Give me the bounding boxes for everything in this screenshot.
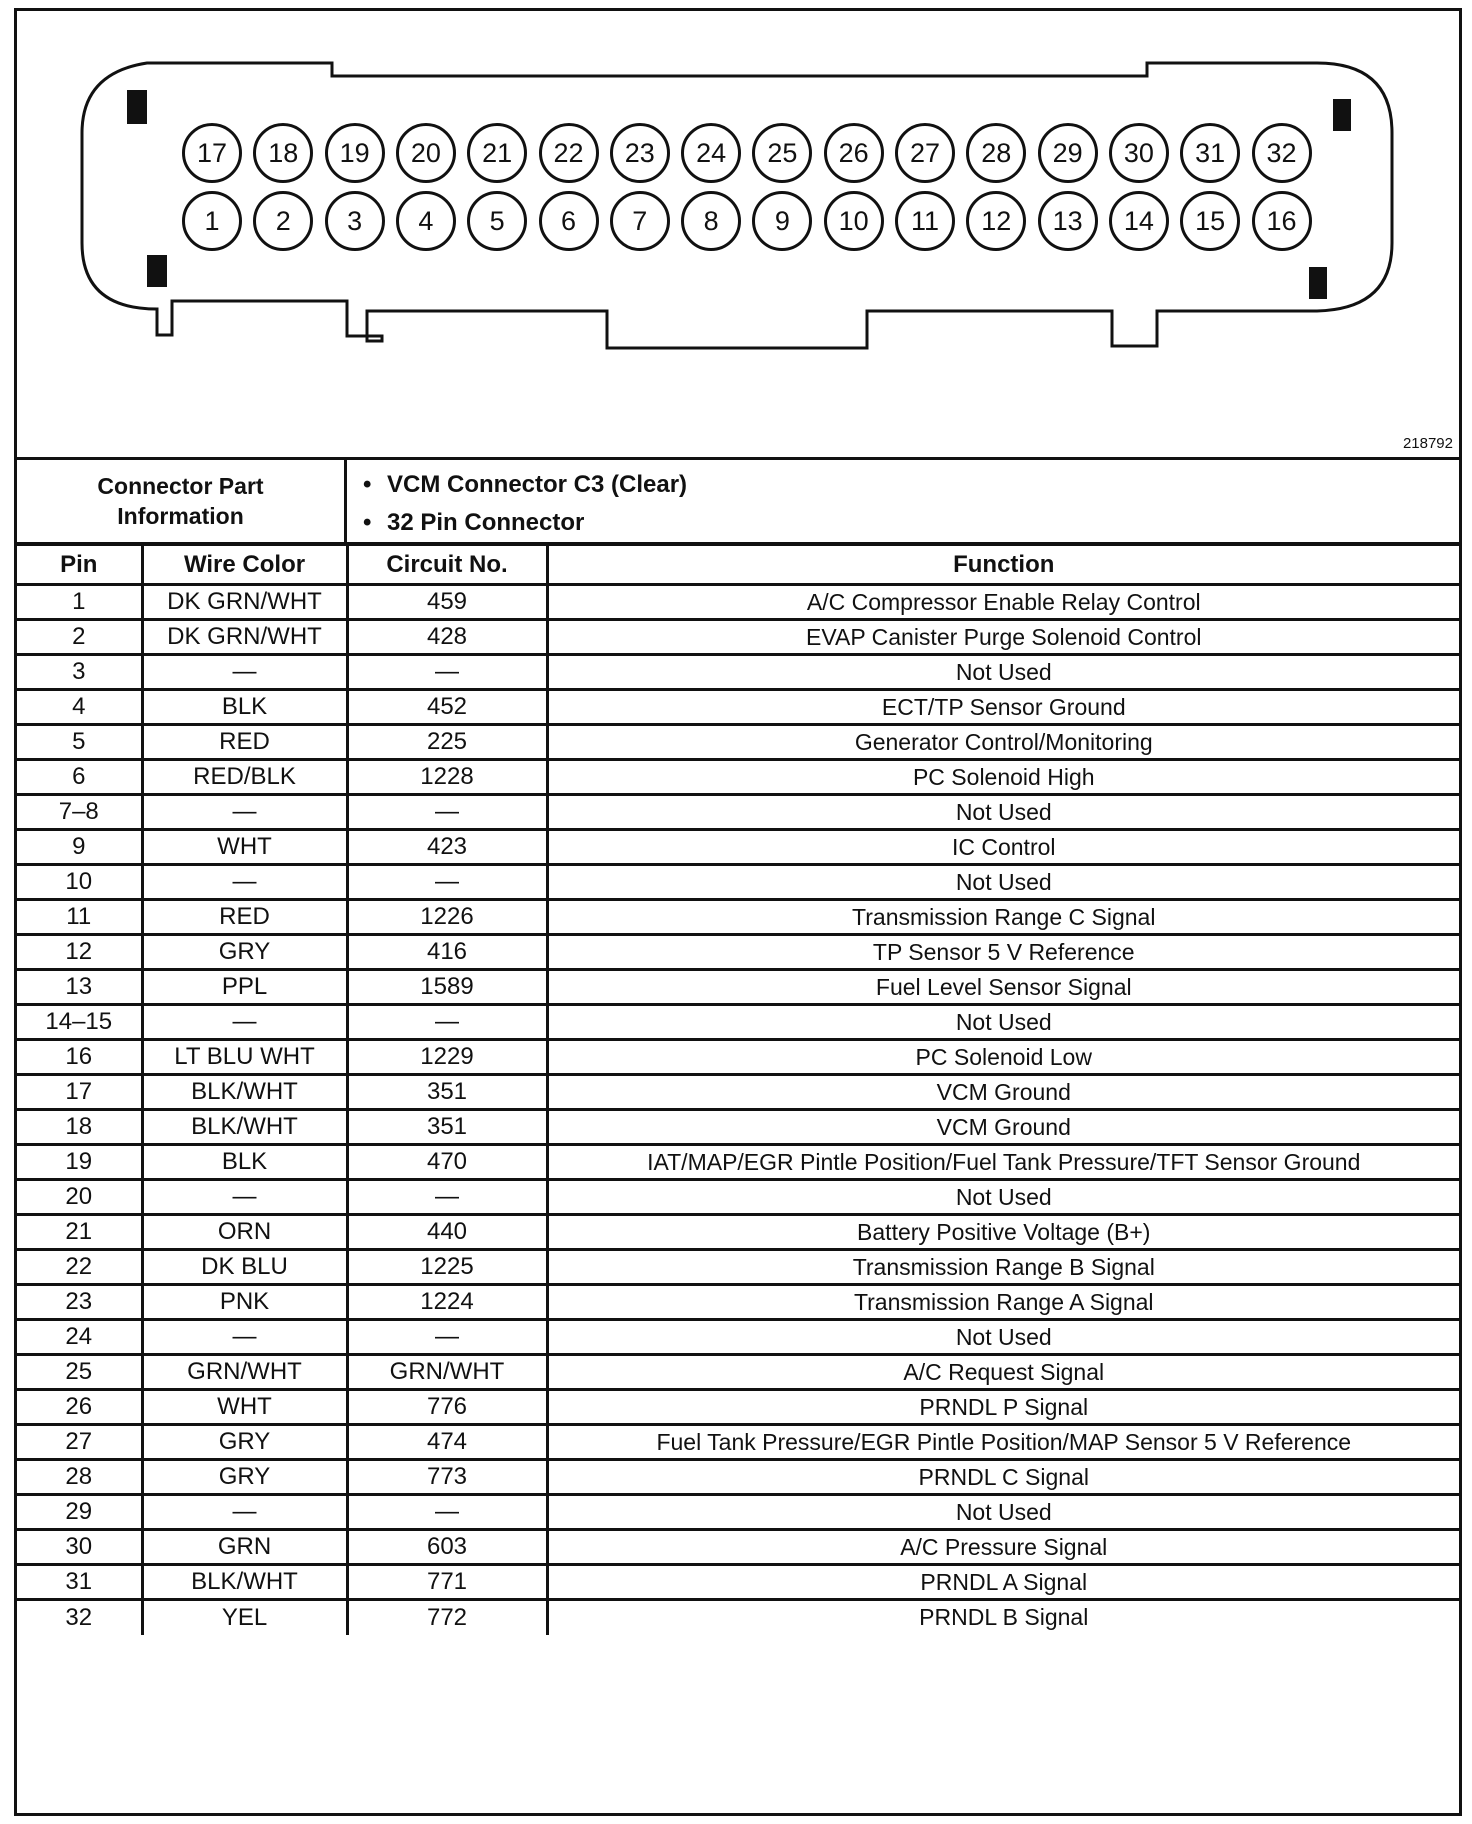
table-row xyxy=(17,585,1459,620)
table-row xyxy=(17,1075,1459,1110)
table-row xyxy=(17,655,1459,690)
cell-wire-color: BLK/WHT xyxy=(142,1110,347,1145)
cell-pin: 20 xyxy=(17,1180,142,1215)
cell-wire-color: BLK xyxy=(142,1145,347,1180)
table-row xyxy=(17,1005,1459,1040)
cell-wire-color: — xyxy=(142,1005,347,1040)
table-header-row xyxy=(17,545,1459,585)
cell-wire-color: GRY xyxy=(142,935,347,970)
cell-pin: 30 xyxy=(17,1530,142,1565)
header-wire-color: Wire Color xyxy=(142,545,347,585)
connector-pin: 10 xyxy=(824,191,884,251)
cell-function: IC Control xyxy=(547,830,1459,865)
table-row xyxy=(17,1600,1459,1635)
connector-pin: 7 xyxy=(610,191,670,251)
cell-function: IAT/MAP/EGR Pintle Position/Fuel Tank Pressure/TFT Sensor Ground xyxy=(547,1145,1459,1180)
cell-circuit-no: 440 xyxy=(347,1215,547,1250)
connector-diagram xyxy=(17,11,1459,460)
table-row xyxy=(17,795,1459,830)
cell-wire-color: — xyxy=(142,1495,347,1530)
cell-pin: 5 xyxy=(17,725,142,760)
cell-wire-color: — xyxy=(142,795,347,830)
cell-circuit-no: 1226 xyxy=(347,900,547,935)
pinout-table xyxy=(17,543,1459,1635)
cell-function: A/C Request Signal xyxy=(547,1355,1459,1390)
cell-wire-color: YEL xyxy=(142,1600,347,1635)
cell-wire-color: BLK/WHT xyxy=(142,1565,347,1600)
cell-pin: 4 xyxy=(17,690,142,725)
table-row xyxy=(17,830,1459,865)
cell-pin: 3 xyxy=(17,655,142,690)
cell-circuit-no: — xyxy=(347,1180,547,1215)
header-function: Function xyxy=(547,545,1459,585)
connector-pin: 27 xyxy=(895,123,955,183)
table-row xyxy=(17,1180,1459,1215)
connector-pin: 15 xyxy=(1180,191,1240,251)
cell-pin: 11 xyxy=(17,900,142,935)
cell-circuit-no: 428 xyxy=(347,620,547,655)
connector-pin: 14 xyxy=(1109,191,1169,251)
info-bullet: • VCM Connector C3 (Clear) xyxy=(363,466,687,504)
connector-pin: 25 xyxy=(752,123,812,183)
cell-pin: 19 xyxy=(17,1145,142,1180)
cell-pin: 16 xyxy=(17,1040,142,1075)
cell-pin: 10 xyxy=(17,865,142,900)
connector-pin: 1 xyxy=(182,191,242,251)
cell-pin: 25 xyxy=(17,1355,142,1390)
cell-function: PRNDL C Signal xyxy=(547,1460,1459,1495)
info-label-line2: Information xyxy=(117,503,244,529)
table-row xyxy=(17,1250,1459,1285)
cell-pin: 2 xyxy=(17,620,142,655)
cell-circuit-no: 1589 xyxy=(347,970,547,1005)
header-circuit-no: Circuit No. xyxy=(347,545,547,585)
connector-pin: 6 xyxy=(539,191,599,251)
table-row xyxy=(17,935,1459,970)
cell-pin: 22 xyxy=(17,1250,142,1285)
connector-info-bullets xyxy=(363,466,687,542)
cell-wire-color: — xyxy=(142,1180,347,1215)
cell-function: Generator Control/Monitoring xyxy=(547,725,1459,760)
connector-pin: 2 xyxy=(253,191,313,251)
connector-pin: 4 xyxy=(396,191,456,251)
table-row xyxy=(17,1040,1459,1075)
connector-pin: 31 xyxy=(1180,123,1240,183)
figure-number: 218792 xyxy=(1402,435,1453,452)
cell-circuit-no: 351 xyxy=(347,1075,547,1110)
cell-wire-color: PPL xyxy=(142,970,347,1005)
cell-wire-color: WHT xyxy=(142,1390,347,1425)
connector-pin: 9 xyxy=(752,191,812,251)
table-row xyxy=(17,865,1459,900)
table-row xyxy=(17,1390,1459,1425)
cell-function: PRNDL P Signal xyxy=(547,1390,1459,1425)
cell-circuit-no: — xyxy=(347,1495,547,1530)
cell-circuit-no: — xyxy=(347,795,547,830)
table-row xyxy=(17,1565,1459,1600)
cell-circuit-no: 459 xyxy=(347,585,547,620)
table-row xyxy=(17,760,1459,795)
cell-wire-color: — xyxy=(142,1320,347,1355)
cell-function: Not Used xyxy=(547,795,1459,830)
cell-circuit-no: 225 xyxy=(347,725,547,760)
connector-pin: 13 xyxy=(1038,191,1098,251)
cell-pin: 31 xyxy=(17,1565,142,1600)
connector-pin: 18 xyxy=(253,123,313,183)
cell-pin: 26 xyxy=(17,1390,142,1425)
connector-pin: 12 xyxy=(966,191,1026,251)
cell-circuit-no: 416 xyxy=(347,935,547,970)
connector-pin: 19 xyxy=(325,123,385,183)
cell-wire-color: ORN xyxy=(142,1215,347,1250)
cell-function: PC Solenoid High xyxy=(547,760,1459,795)
cell-function: PRNDL A Signal xyxy=(547,1565,1459,1600)
table-row xyxy=(17,1425,1459,1460)
cell-pin: 1 xyxy=(17,585,142,620)
connector-pin: 20 xyxy=(396,123,456,183)
cell-function: PC Solenoid Low xyxy=(547,1040,1459,1075)
cell-pin: 23 xyxy=(17,1285,142,1320)
cell-circuit-no: — xyxy=(347,655,547,690)
cell-function: Transmission Range B Signal xyxy=(547,1250,1459,1285)
cell-wire-color: WHT xyxy=(142,830,347,865)
cell-wire-color: BLK xyxy=(142,690,347,725)
cell-pin: 12 xyxy=(17,935,142,970)
cell-function: Not Used xyxy=(547,1495,1459,1530)
table-row xyxy=(17,1530,1459,1565)
cell-pin: 29 xyxy=(17,1495,142,1530)
cell-pin: 7–8 xyxy=(17,795,142,830)
connector-pin: 29 xyxy=(1038,123,1098,183)
table-row xyxy=(17,1355,1459,1390)
cell-function: Battery Positive Voltage (B+) xyxy=(547,1215,1459,1250)
info-bullet: • 32 Pin Connector xyxy=(363,504,687,542)
cell-function: Not Used xyxy=(547,865,1459,900)
connector-info-label xyxy=(17,460,347,542)
cell-function: Not Used xyxy=(547,655,1459,690)
cell-circuit-no: 1228 xyxy=(347,760,547,795)
cell-wire-color: PNK xyxy=(142,1285,347,1320)
cell-function: Transmission Range A Signal xyxy=(547,1285,1459,1320)
cell-circuit-no: — xyxy=(347,1320,547,1355)
cell-wire-color: RED xyxy=(142,725,347,760)
table-row xyxy=(17,1320,1459,1355)
cell-pin: 32 xyxy=(17,1600,142,1635)
connector-pin: 32 xyxy=(1252,123,1312,183)
table-row xyxy=(17,1285,1459,1320)
cell-wire-color: DK GRN/WHT xyxy=(142,620,347,655)
cell-function: Fuel Tank Pressure/EGR Pintle Position/MAP Sensor 5 V Reference xyxy=(547,1425,1459,1460)
cell-function: VCM Ground xyxy=(547,1110,1459,1145)
connector-pin: 16 xyxy=(1252,191,1312,251)
cell-circuit-no: 776 xyxy=(347,1390,547,1425)
table-row xyxy=(17,1215,1459,1250)
connector-pin: 11 xyxy=(895,191,955,251)
cell-pin: 28 xyxy=(17,1460,142,1495)
cell-pin: 17 xyxy=(17,1075,142,1110)
cell-wire-color: DK BLU xyxy=(142,1250,347,1285)
cell-circuit-no: 351 xyxy=(347,1110,547,1145)
cell-pin: 21 xyxy=(17,1215,142,1250)
cell-circuit-no: — xyxy=(347,865,547,900)
cell-wire-color: BLK/WHT xyxy=(142,1075,347,1110)
table-row xyxy=(17,970,1459,1005)
cell-circuit-no: 603 xyxy=(347,1530,547,1565)
cell-function: Fuel Level Sensor Signal xyxy=(547,970,1459,1005)
cell-circuit-no: GRN/WHT xyxy=(347,1355,547,1390)
pinout-table-body xyxy=(17,585,1459,1635)
cell-wire-color: GRY xyxy=(142,1460,347,1495)
cell-wire-color: — xyxy=(142,655,347,690)
cell-circuit-no: 773 xyxy=(347,1460,547,1495)
cell-circuit-no: 1229 xyxy=(347,1040,547,1075)
cell-function: ECT/TP Sensor Ground xyxy=(547,690,1459,725)
cell-function: PRNDL B Signal xyxy=(547,1600,1459,1635)
cell-function: A/C Compressor Enable Relay Control xyxy=(547,585,1459,620)
table-row xyxy=(17,900,1459,935)
cell-wire-color: — xyxy=(142,865,347,900)
cell-wire-color: RED/BLK xyxy=(142,760,347,795)
connector-pin: 26 xyxy=(824,123,884,183)
header-pin: Pin xyxy=(17,545,142,585)
cell-wire-color: RED xyxy=(142,900,347,935)
cell-wire-color: GRY xyxy=(142,1425,347,1460)
table-row xyxy=(17,725,1459,760)
table-row xyxy=(17,1495,1459,1530)
cell-function: A/C Pressure Signal xyxy=(547,1530,1459,1565)
table-row xyxy=(17,620,1459,655)
connector-pin: 8 xyxy=(681,191,741,251)
cell-pin: 18 xyxy=(17,1110,142,1145)
cell-function: TP Sensor 5 V Reference xyxy=(547,935,1459,970)
cell-wire-color: DK GRN/WHT xyxy=(142,585,347,620)
table-row xyxy=(17,1460,1459,1495)
table-row xyxy=(17,1145,1459,1180)
cell-circuit-no: 470 xyxy=(347,1145,547,1180)
cell-circuit-no: 452 xyxy=(347,690,547,725)
cell-circuit-no: 1225 xyxy=(347,1250,547,1285)
connector-pin: 30 xyxy=(1109,123,1169,183)
connector-part-info xyxy=(17,460,1459,545)
cell-circuit-no: 474 xyxy=(347,1425,547,1460)
cell-pin: 24 xyxy=(17,1320,142,1355)
cell-circuit-no: 772 xyxy=(347,1600,547,1635)
cell-function: Transmission Range C Signal xyxy=(547,900,1459,935)
cell-function: EVAP Canister Purge Solenoid Control xyxy=(547,620,1459,655)
cell-circuit-no: 1224 xyxy=(347,1285,547,1320)
cell-pin: 6 xyxy=(17,760,142,795)
connector-pin: 5 xyxy=(467,191,527,251)
connector-pin: 17 xyxy=(182,123,242,183)
cell-wire-color: GRN xyxy=(142,1530,347,1565)
info-label-line1: Connector Part xyxy=(97,473,264,499)
cell-function: Not Used xyxy=(547,1320,1459,1355)
cell-pin: 13 xyxy=(17,970,142,1005)
connector-pin: 3 xyxy=(325,191,385,251)
table-row xyxy=(17,1110,1459,1145)
cell-function: Not Used xyxy=(547,1180,1459,1215)
cell-pin: 14–15 xyxy=(17,1005,142,1040)
cell-wire-color: GRN/WHT xyxy=(142,1355,347,1390)
connector-pin: 23 xyxy=(610,123,670,183)
cell-function: VCM Ground xyxy=(547,1075,1459,1110)
cell-circuit-no: 423 xyxy=(347,830,547,865)
cell-pin: 9 xyxy=(17,830,142,865)
connector-pin: 24 xyxy=(681,123,741,183)
connector-pin: 21 xyxy=(467,123,527,183)
cell-circuit-no: — xyxy=(347,1005,547,1040)
connector-pin: 28 xyxy=(966,123,1026,183)
connector-pin: 22 xyxy=(539,123,599,183)
cell-function: Not Used xyxy=(547,1005,1459,1040)
cell-circuit-no: 771 xyxy=(347,1565,547,1600)
cell-wire-color: LT BLU WHT xyxy=(142,1040,347,1075)
table-row xyxy=(17,690,1459,725)
connector-sheet xyxy=(14,8,1462,1816)
cell-pin: 27 xyxy=(17,1425,142,1460)
